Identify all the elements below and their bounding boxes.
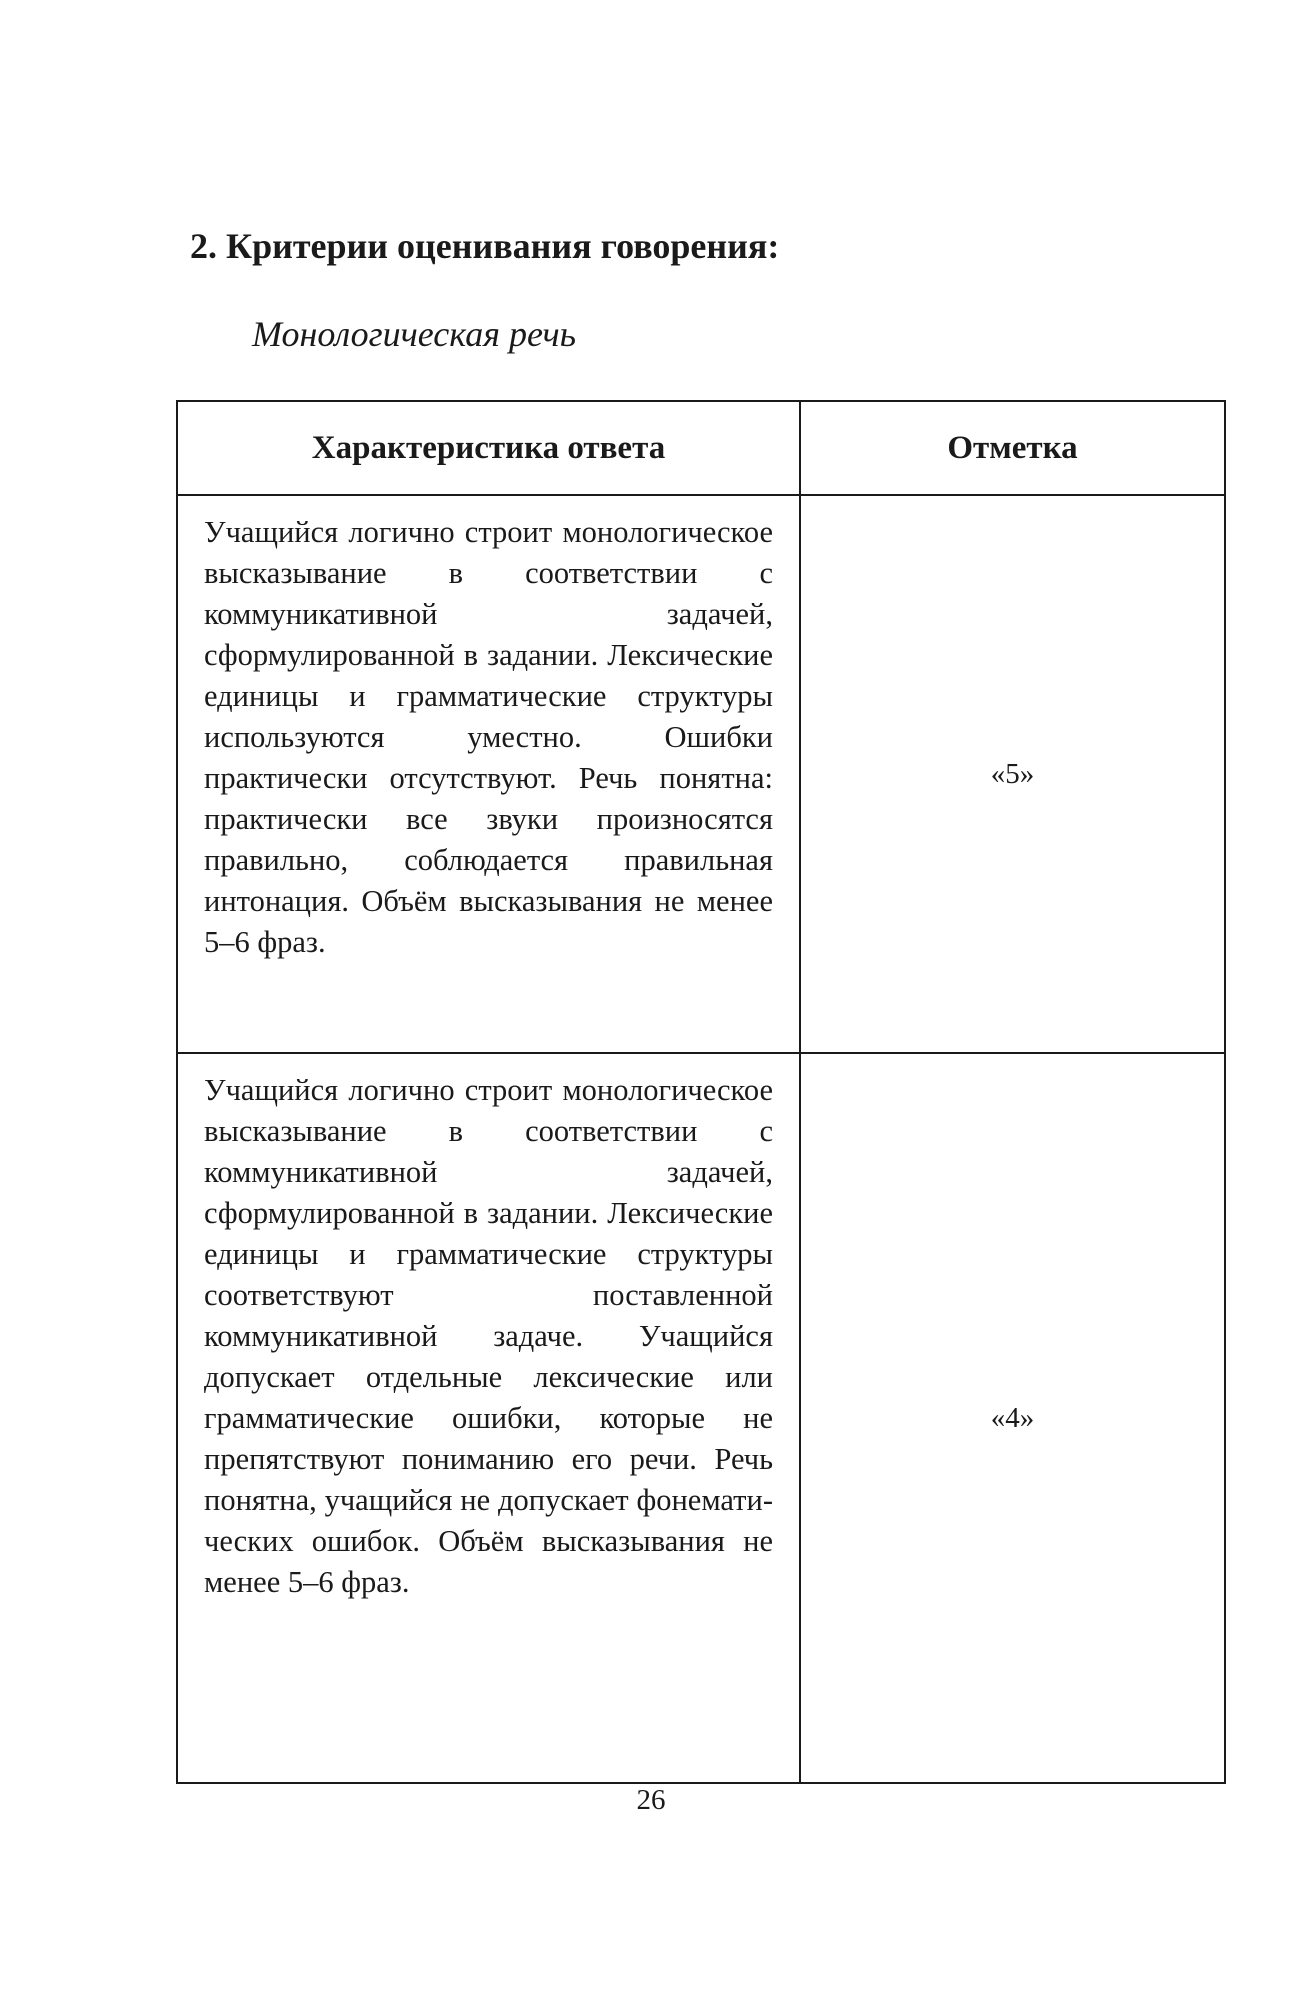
table-header-row: [177, 401, 1225, 495]
table-row: [177, 495, 1225, 1053]
header-characteristic: Характеристика ответа: [177, 401, 800, 495]
header-mark: Отметка: [800, 401, 1225, 495]
criteria-table: [176, 400, 1226, 1784]
row-mark: «5»: [800, 495, 1225, 1053]
page-number: 26: [636, 1784, 666, 1816]
row-description: Учащийся логично строит монологическое высказывание в соответствии с коммуникативной задачей, сформулированной в задании. Лексические единицы и грамматические структуры соответствуют поставленной коммуникативной задаче. Учащийся допускает отдельные лексические или грамматические ошибки, которые не препятствуют пониманию его речи. Речь понятна, учащийся не допускает фонематических ошибок. Объём высказывания не менее 5–6 фраз.: [177, 1053, 800, 1783]
table-row: [177, 1053, 1225, 1783]
subheading-monologue: Монологическая речь: [252, 314, 577, 354]
row-mark: «4»: [800, 1053, 1225, 1783]
section-heading: 2. Критерии оценивания говорения:: [190, 226, 780, 266]
row-description: Учащийся логично строит монологическое высказывание в соответствии с коммуникативной задачей, сформулированной в задании. Лексические единицы и грамматические структуры используются уместно. Ошибки практически отсутствуют. Речь понятна: практически все звуки произносятся правильно, соблюдается правильная интонация. Объём высказывания не менее 5–6 фраз.: [177, 495, 800, 1053]
